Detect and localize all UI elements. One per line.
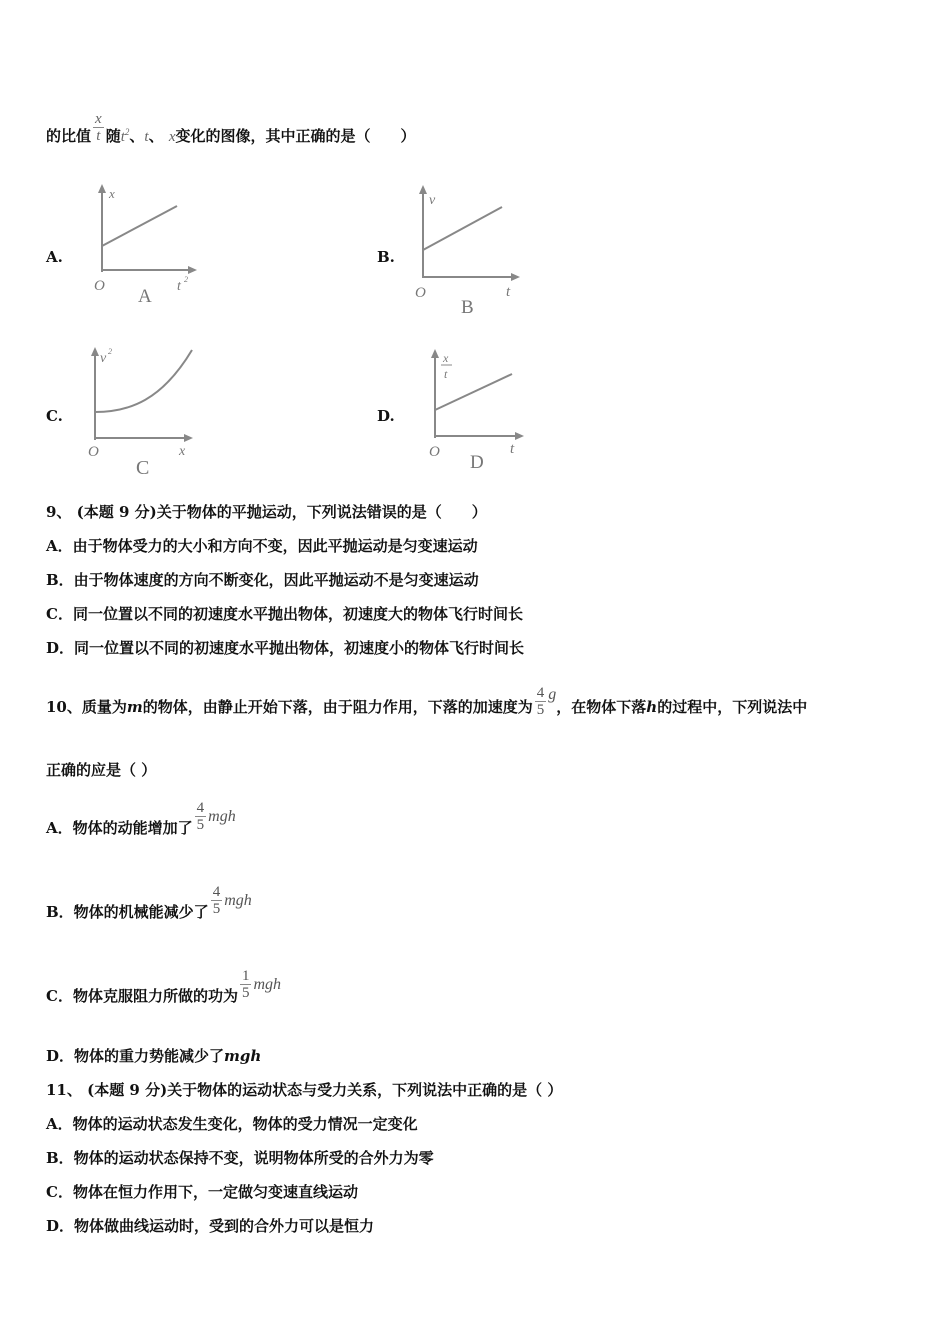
origin-label: O [415, 285, 426, 301]
x-axis-arrow-icon [184, 434, 193, 442]
q10-part4: 的过程中，下列说法中 [657, 698, 808, 716]
x-axis-label: t [177, 279, 181, 294]
q10-option-b [46, 883, 252, 923]
q10-m: m [126, 698, 143, 716]
intro-sep2: 、 [148, 127, 164, 145]
graph-caption: C [136, 457, 150, 479]
origin-label: O [94, 278, 105, 294]
y-axis-label-den: t [444, 367, 448, 381]
option-mgh: mgh [253, 976, 282, 993]
q10-option-c [46, 967, 282, 1007]
q11-stem: 11、 (本题 9 分)关于物体的运动状态与受力关系，下列说法中正确的是（ ） [46, 1081, 563, 1099]
q9-option-c: C．同一位置以不同的初速度水平抛出物体，初速度大的物体飞行时间长 [46, 605, 523, 623]
option-text: C．物体克服阻力所做的功为 [46, 987, 238, 1005]
intro-t2: t [144, 129, 149, 145]
q10-stem [46, 684, 808, 718]
x-axis-arrow-icon [515, 432, 524, 440]
fraction-denominator: 5 [241, 984, 250, 1001]
option-text: A．物体的动能增加了 [46, 819, 193, 837]
q9-option-d: D．同一位置以不同的初速度水平抛出物体，初速度小的物体飞行时间长 [46, 639, 525, 657]
fraction-denominator: 5 [212, 900, 221, 917]
q9-stem: 9、 (本题 9 分)关于物体的平抛运动，下列说法错误的是（ ） [46, 503, 487, 521]
y-axis-label: x [109, 186, 115, 201]
graph-line [102, 206, 177, 246]
x-axis-arrow-icon [511, 273, 520, 281]
fraction-numerator: 4 [212, 883, 221, 900]
intro-x: x [168, 129, 176, 145]
y-axis-label: v [429, 193, 436, 208]
y-axis-arrow-icon [419, 185, 427, 194]
q10-fraction [535, 685, 547, 718]
q10-part3: ，在物体下落 [556, 698, 647, 716]
graph-d [415, 342, 540, 482]
q10-g: g [548, 686, 557, 703]
q11-option-a: A．物体的运动状态发生变化，物体的受力情况一定变化 [46, 1115, 418, 1133]
graph-label-a: A. [46, 248, 63, 266]
graph-caption: D [470, 452, 484, 473]
fraction-denominator: t [96, 127, 101, 144]
q10-option-d [46, 1046, 261, 1066]
question-intro [46, 110, 416, 147]
fraction-numerator: x [95, 110, 102, 127]
fraction-denominator: 5 [196, 816, 205, 833]
graph-caption: B [461, 297, 474, 318]
graph-curve [95, 350, 192, 412]
intro-sui: 随 [105, 127, 121, 145]
graph-label-c: C. [46, 407, 63, 425]
origin-label: O [88, 444, 99, 460]
q11-option-c: C．物体在恒力作用下，一定做匀变速直线运动 [46, 1183, 358, 1201]
y-axis-arrow-icon [91, 347, 99, 356]
q10-option-a [46, 799, 236, 839]
q10-part2: 的物体，由静止开始下落，由于阻力作用，下落的加速度为 [142, 698, 533, 716]
graph-label-d: D. [377, 407, 395, 425]
option-text: D．物体的重力势能减少了 [46, 1047, 225, 1065]
y-axis-sup: 2 [108, 347, 112, 356]
q10-stem-line2: 正确的应是（ ） [46, 761, 157, 779]
graph-a [85, 182, 205, 312]
q10-h: h [646, 698, 658, 716]
option-text: B．物体的机械能减少了 [46, 903, 209, 921]
x-axis-label: t [506, 284, 511, 300]
y-axis-arrow-icon [431, 349, 439, 358]
fraction-numerator: 4 [536, 684, 545, 701]
intro-t: t [120, 129, 125, 145]
y-axis-label-num: x [443, 351, 449, 365]
q11-option-b: B．物体的运动状态保持不变，说明物体所受的合外力为零 [46, 1149, 434, 1167]
fraction-numerator: 4 [196, 799, 205, 816]
option-fraction [211, 884, 223, 917]
q9-option-b: B．由于物体速度的方向不断变化，因此平抛运动不是匀变速运动 [46, 571, 479, 589]
x-axis-label: t [510, 441, 515, 457]
y-axis-arrow-icon [98, 184, 106, 193]
x-axis-label: x [179, 444, 186, 459]
q10-part1: 10、质量为 [46, 698, 127, 716]
graph-line [423, 207, 502, 250]
x-axis-arrow-icon [188, 266, 197, 274]
option-fraction [240, 968, 252, 1001]
q9-option-a: A．由于物体受力的大小和方向不变，因此平抛运动是匀变速运动 [46, 537, 478, 555]
intro-sep1: 、 [129, 127, 145, 145]
intro-suffix: 变化的图像，其中正确的是（ ） [175, 127, 416, 145]
graph-b [405, 182, 530, 322]
option-fraction [195, 800, 207, 833]
origin-label: O [429, 444, 440, 460]
y-axis-label: v [100, 351, 107, 366]
ratio-fraction [93, 111, 104, 144]
x-axis-sup: 2 [184, 275, 188, 284]
graph-label-b: B. [377, 248, 395, 266]
option-mgh: mgh [224, 1047, 262, 1065]
graph-c [82, 342, 207, 482]
q11-option-d: D．物体做曲线运动时，受到的合外力可以是恒力 [46, 1217, 375, 1235]
fraction-denominator: 5 [536, 701, 545, 718]
option-mgh: mgh [208, 808, 236, 825]
intro-prefix: 的比值 [46, 127, 92, 145]
intro-sup: 2 [124, 127, 130, 137]
fraction-numerator: 1 [241, 967, 250, 984]
option-mgh: mgh [224, 892, 252, 909]
graph-caption: A [138, 286, 152, 307]
